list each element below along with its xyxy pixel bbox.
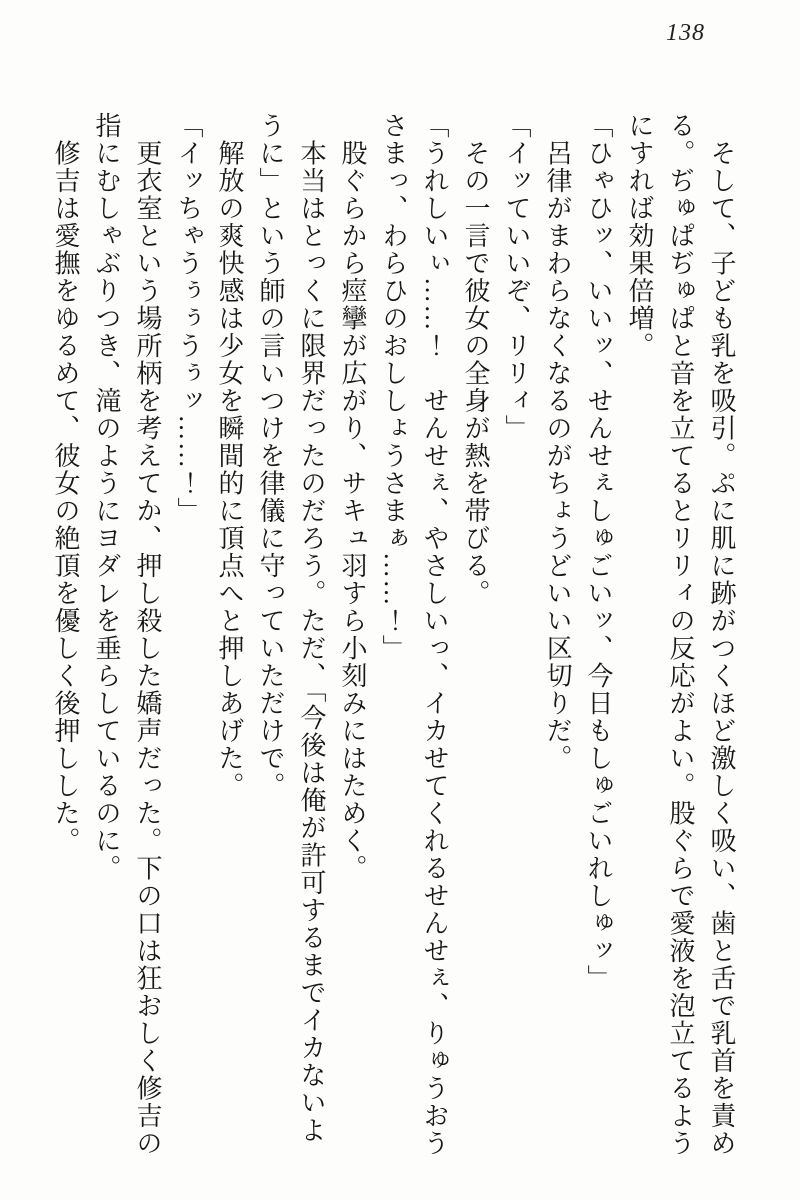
text-column: そして、子ども乳を吸引。ぷに肌に跡がつくほど激しく吸い、歯と舌で乳首を責め bbox=[707, 112, 736, 1157]
text-column: 本当はとっくに限界だったのだろう。ただ、「今後は俺が許可するまでイカないよ bbox=[297, 112, 326, 1144]
text-column: 更衣室という場所柄を考えてか、押し殺した嬌声だった。下の口は狂おしく修吉の bbox=[133, 112, 162, 1157]
text-column: その一言で彼女の全身が熱を帯びる。 bbox=[461, 112, 490, 607]
text-column: 呂律がまわらなくなるのがちょうどいい区切りだ。 bbox=[543, 112, 572, 772]
text-column: うに」という師の言いつけを律儀に守っていただけで。 bbox=[256, 112, 285, 800]
text-column: さまっ、わらひのおししょうさまぁ……！」 bbox=[379, 112, 408, 662]
text-column: 「うれしいぃ……！ せんせぇ、やさしいっ、イカせてくれるせんせぇ、りゅうおう bbox=[420, 112, 449, 1157]
text-column: 股ぐらから痙攣が広がり、サキュ羽すら小刻みにはためく。 bbox=[338, 112, 367, 882]
text-column: にすれば効果倍増。 bbox=[625, 112, 654, 360]
page-number: 138 bbox=[666, 20, 705, 46]
text-column: 「イッちゃうぅぅうぅッ……！」 bbox=[174, 112, 203, 525]
text-column: る。ぢゅぱぢゅぱと音を立てるとリリィの反応がよい。股ぐらで愛液を泡立てるよう bbox=[666, 112, 695, 1157]
text-column: 「イッていいぞ、リリィ」 bbox=[502, 112, 531, 442]
text-column: 解放の爽快感は少女を瞬間的に頂点へと押しあげた。 bbox=[215, 112, 244, 800]
text-column: 指にむしゃぶりつき、滝のようにヨダレを垂らしているのに。 bbox=[92, 112, 121, 882]
text-column: 修吉は愛撫をゆるめて、彼女の絶頂を優しく後押しした。 bbox=[51, 112, 80, 855]
body-text bbox=[45, 112, 742, 1174]
text-column: 「ひゃひッ、いいッ、せんせぇしゅごいッ、今日もしゅごいれしゅッ」 bbox=[584, 112, 613, 992]
